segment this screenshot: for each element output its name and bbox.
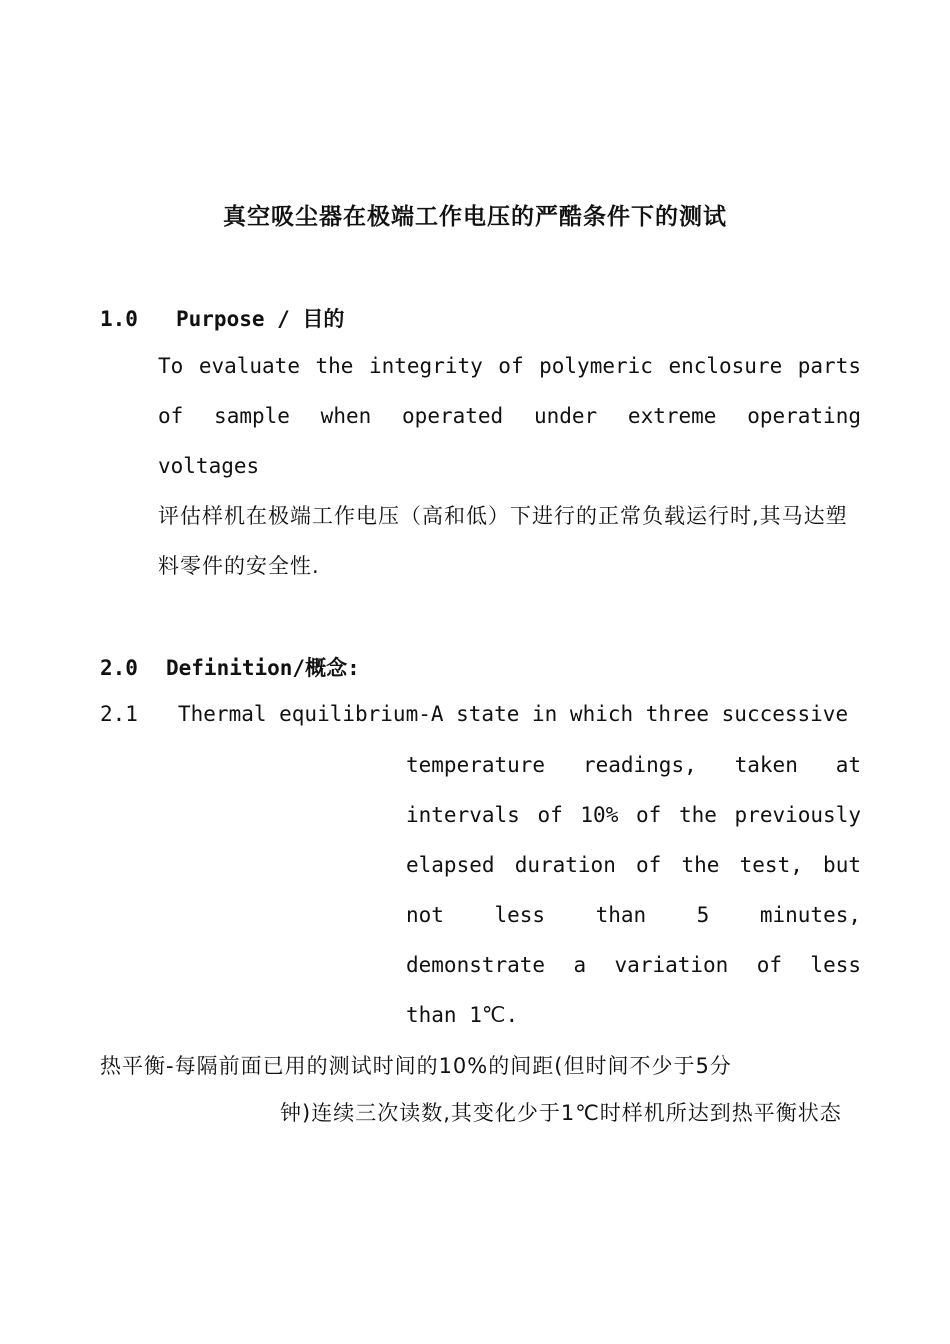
definition-cn-continuation: 钟)连续三次读数,其变化少于1℃时样机所达到热平衡状态 (280, 1101, 842, 1125)
document-title: 真空吸尘器在极端工作电压的严酷条件下的测试 (223, 204, 727, 230)
section-1-heading (100, 303, 344, 333)
section-1-text-en: To evaluate the integrity of polymeric enclosure parts of sample when operated under extreme operating voltages (158, 354, 861, 478)
definition-2-1-continuation: temperature readings, taken at intervals of 10% of the previously elapsed duration of the test, but not less than 5 minutes, demonstrate a variation of less than 1℃. (406, 753, 861, 1027)
section-2-title: Definition/概念: (166, 656, 360, 680)
definition-2-1-first-line (100, 702, 861, 726)
section-1-title: Purpose / 目的 (176, 307, 345, 331)
section-2-heading (100, 652, 360, 682)
section-1-number: 1.0 (100, 307, 138, 331)
definition-2-1-number: 2.1 (100, 702, 138, 726)
definition-2-1-lead-text: Thermal equilibrium-A state in which three successive (178, 702, 849, 726)
section-2-number: 2.0 (100, 656, 138, 680)
section-1-text-cn: 评估样机在极端工作电压（高和低）下进行的正常负载运行时,其马达塑料零件的安全性. (158, 504, 848, 578)
definition-cn-first-line: 热平衡-每隔前面已用的测试时间的10%的间距(但时间不少于5分 (100, 1054, 732, 1078)
